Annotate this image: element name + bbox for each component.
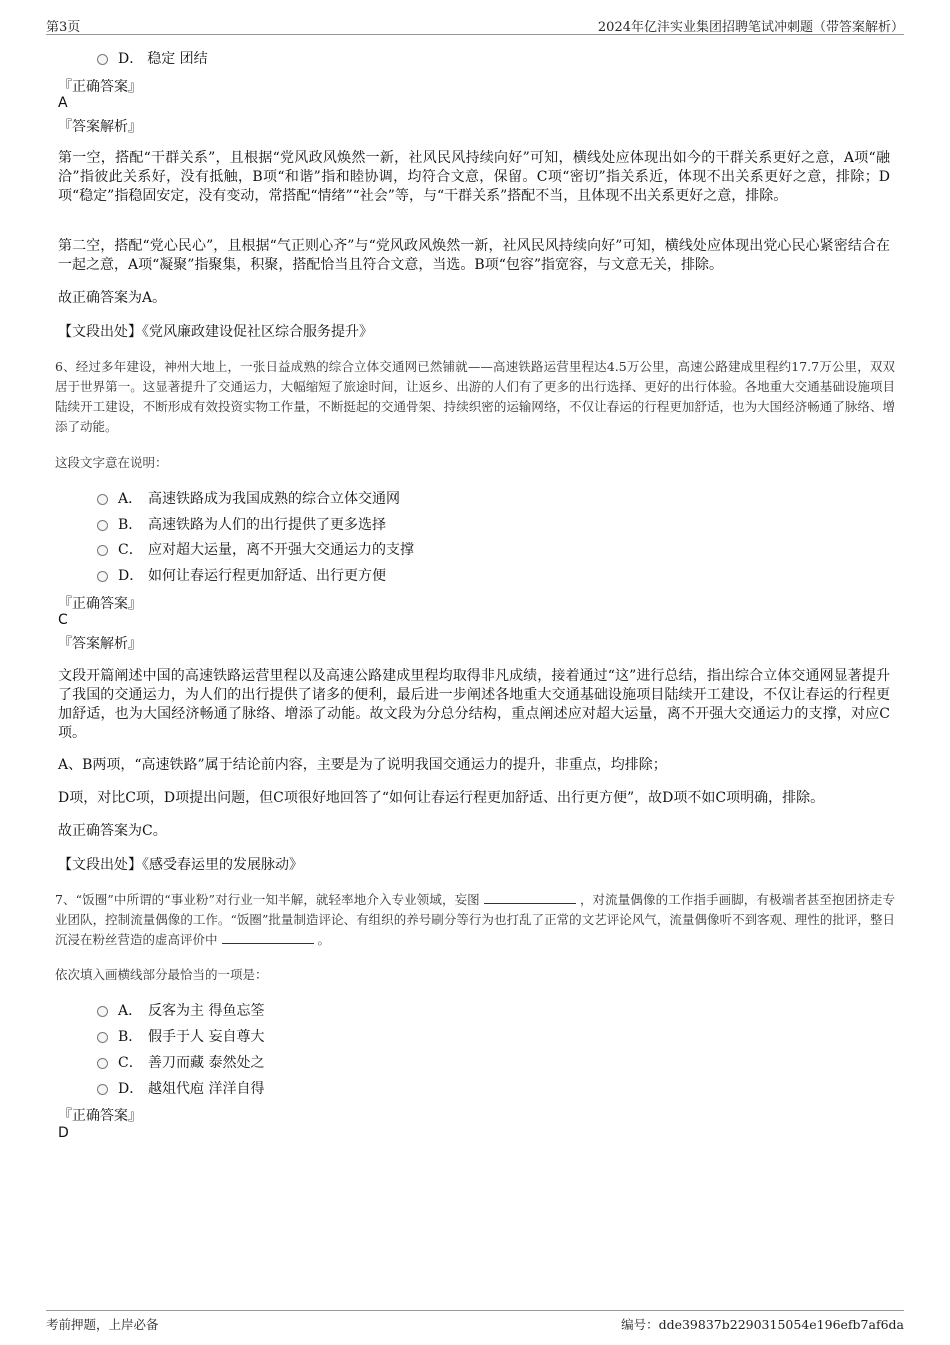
q6-analysis-p1: 文段开篇阐述中国的高速铁路运营里程以及高速公路建成里程均取得非凡成绩，接着通过“这”进行总结，指出综合立体交通网显著提升了我国的交通运力，为人们的出行提供了诸多的便利，最后进一步阐述各地重大交通基础设施项目陆续开工建设，不仅让春运的行程更加舒适，也为大国经济畅通了脉络、增添了动能。故文段为分总分结构，重点阐述应对超大运量，离不开强大交通运力的支撑，对应C项。 [58,668,890,741]
fill-blank-2 [222,931,314,944]
radio-icon[interactable] [97,1058,108,1069]
q7-answer: D [58,1125,69,1141]
radio-icon[interactable] [97,1084,108,1095]
q5-analysis-label: 『答案解析』 [58,119,142,135]
q6-prompt: 这段文字意在说明： [55,455,168,470]
q5-analysis-p2: 第二空，搭配“党心民心”，且根据“气正则心齐”与“党风政风焕然一新，社风民风持续向好”可知，横线处应体现出党心民心紧密结合在一起之意，A项“凝聚”指聚集，积聚，搭配恰当且符合文意，当选。B项“包容”指宽容，与文意无关，排除。 [58,238,890,273]
q6-analysis-p4: 故正确答案为C。 [58,823,167,839]
q7-option-a[interactable]: A． 反客为主 得鱼忘筌 [97,1000,264,1020]
q6-option-d[interactable]: D． 如何让春运行程更加舒适、出行更方便 [97,565,386,585]
document-id: 编号：dde39837b2290315054e196efb7af6da [621,1317,904,1332]
radio-icon[interactable] [97,520,108,531]
radio-icon[interactable] [97,1032,108,1043]
page-header [46,14,904,35]
fill-blank-1 [484,891,576,904]
q5-answer: A [58,95,68,111]
q5-analysis-p3: 故正确答案为A。 [58,290,167,306]
q6-answer-label: 『正确答案』 [58,596,142,612]
q7-option-b[interactable]: B． 假手于人 妄自尊大 [97,1026,264,1046]
radio-icon[interactable] [97,545,108,556]
radio-icon[interactable] [97,571,108,582]
q6-source: 【文段出处】《感受春运里的发展脉动》 [58,857,303,873]
q5-analysis-p1: 第一空，搭配“干群关系”，且根据“党风政风焕然一新，社风民风持续向好”可知，横线处应体现出如今的干群关系更好之意，A项“融洽”指彼此关系好，没有抵触，B项“和谐”指和睦协调，均符合文意，保留。C项“密切”指关系近，体现不出关系更好之意，排除；D项“稳定”指稳固安定，没有变动，常搭配“情绪”“社会”等，与“干群关系”搭配不当，且体现不出关系更好之意，排除。 [58,150,890,204]
q6-question-text: 6、经过多年建设，神州大地上，一张日益成熟的综合立体交通网已然铺就——高速铁路运营里程达4.5万公里，高速公路建成里程约17.7万公里，双双居于世界第一。这显著提升了交通运力，大幅缩短了旅途时间，让返乡、出游的人们有了更多的出行选择、更好的出行体验。各地重大交通基础设施项目陆续开工建设，不断形成有效投资实物工作量，不断挺起的交通骨架、持续织密的运输网络，不仅让春运的行程更加舒适，也为大国经济畅通了脉络、增添了动能。 [55,359,895,434]
document-title: 2024年亿沣实业集团招聘笔试冲刺题（带答案解析） [597,20,904,35]
q6-analysis-p3: D项，对比C项，D项提出问题，但C项很好地回答了“如何让春运行程更加舒适、出行更方便”，故D项不如C项明确，排除。 [58,790,825,806]
q7-option-c[interactable]: C． 善刀而藏 泰然处之 [97,1052,264,1072]
q6-option-c[interactable]: C． 应对超大运量，离不开强大交通运力的支撑 [97,539,414,559]
q7-answer-label: 『正确答案』 [58,1108,142,1124]
q6-option-b[interactable]: B． 高速铁路为人们的出行提供了更多选择 [97,514,386,534]
q6-analysis-label: 『答案解析』 [58,636,142,652]
q7-option-d[interactable]: D． 越俎代庖 洋洋自得 [97,1078,264,1098]
q5-source: 【文段出处】《党风廉政建设促社区综合服务提升》 [58,324,373,340]
q6-analysis-p2: A、B两项，“高速铁路”属于结论前内容，主要是为了说明我国交通运力的提升，非重点，均排除； [58,757,667,773]
radio-icon[interactable] [97,54,108,65]
q7-question-text: 7、“饭圈”中所谓的“事业粉”对行业一知半解，就轻率地介入专业领域，妄图 ，对流量偶像的工作指手画脚，有极端者甚至抱团挤走专业团队，控制流量偶像的工作。“饭圈”批量制造评论、有组织的养号刷分等行为也打乱了正常的文艺评论风气，流量偶像听不到客观、理性的批评，整日沉浸在粉丝营造的虚高评价中 。 [55,892,895,947]
q6-option-a[interactable]: A． 高速铁路成为我国成熟的综合立体交通网 [97,488,400,508]
q5-option-d[interactable]: D． 稳定 团结 [97,48,208,68]
radio-icon[interactable] [97,494,108,505]
q7-prompt: 依次填入画横线部分最恰当的一项是： [55,967,268,982]
q5-answer-label: 『正确答案』 [58,79,142,95]
footer-slogan: 考前押题，上岸必备 [46,1317,159,1332]
page-number: 第3页 [46,20,81,35]
radio-icon[interactable] [97,1006,108,1017]
page-footer [46,1310,904,1333]
q6-answer: C [58,612,68,628]
